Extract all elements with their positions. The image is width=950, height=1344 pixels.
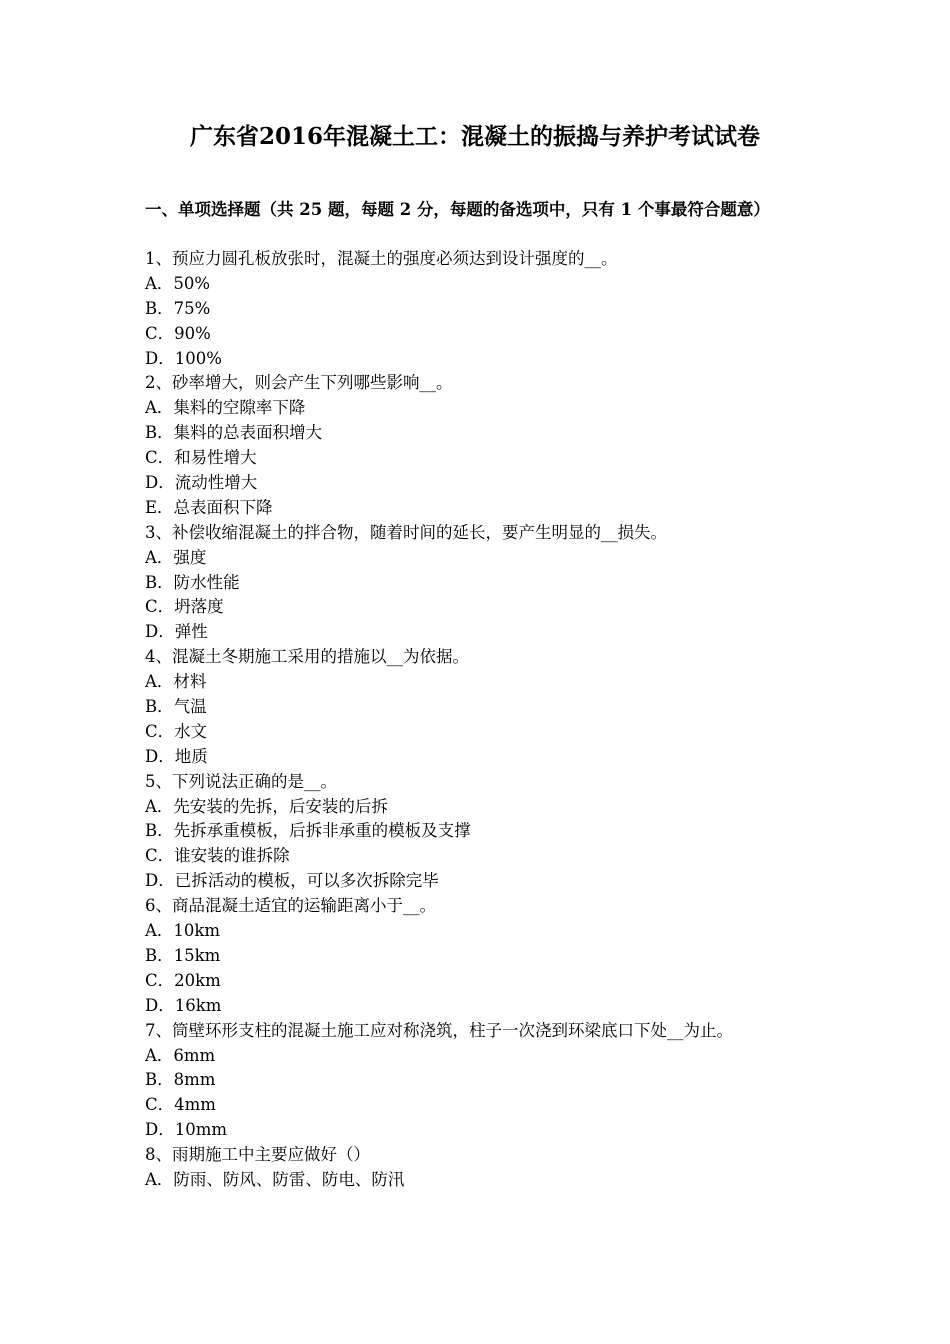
option: D．100% xyxy=(145,348,222,368)
option: C．和易性增大 xyxy=(145,448,257,468)
question-text: 6、商品混凝土适宜的运输距离小于__。 xyxy=(145,896,436,916)
question-list xyxy=(145,247,810,1193)
question-text: 3、补偿收缩混凝土的拌合物，随着时间的延长，要产生明显的__损失。 xyxy=(145,522,667,542)
option: D．已拆活动的模板，可以多次拆除完毕 xyxy=(145,871,439,891)
option: B．75% xyxy=(145,298,211,318)
question-text: 5、下列说法正确的是__。 xyxy=(145,771,337,791)
question-7 xyxy=(145,1019,810,1143)
option: A．50% xyxy=(145,273,211,293)
question-text: 7、筒壁环形支柱的混凝土施工应对称浇筑，柱子一次浇到环梁底口下处__为止。 xyxy=(145,1020,733,1040)
option: B．防水性能 xyxy=(145,572,240,592)
option: C．谁安装的谁拆除 xyxy=(145,846,290,866)
question-4 xyxy=(145,645,810,769)
question-6 xyxy=(145,894,810,1018)
option: C．水文 xyxy=(145,721,208,741)
option: B．气温 xyxy=(145,697,207,717)
option: C．4mm xyxy=(145,1095,216,1115)
option: D．10mm xyxy=(145,1120,228,1140)
option: D．地质 xyxy=(145,746,208,766)
question-3 xyxy=(145,521,810,645)
option: B．8mm xyxy=(145,1070,216,1090)
section-heading: 一、单项选择题（共 25 题，每题 2 分，每题的备选项中，只有 1 个事最符合题意） xyxy=(145,200,770,219)
option: C．20km xyxy=(145,970,221,990)
option: B．先拆承重模板，后拆非承重的模板及支撑 xyxy=(145,821,471,841)
option: D．弹性 xyxy=(145,622,208,642)
option: B．15km xyxy=(145,945,221,965)
option: C．90% xyxy=(145,323,211,343)
option: A．先安装的先拆，后安装的后拆 xyxy=(145,796,388,816)
option: A．10km xyxy=(145,921,221,941)
option: B．集料的总表面积增大 xyxy=(145,423,323,443)
question-5 xyxy=(145,770,810,894)
question-text: 2、砂率增大，则会产生下列哪些影响__。 xyxy=(145,373,453,393)
option: C．坍落度 xyxy=(145,597,224,617)
question-2 xyxy=(145,371,810,520)
option: A．集料的空隙率下降 xyxy=(145,398,306,418)
question-text: 4、混凝土冬期施工采用的措施以__为依据。 xyxy=(145,647,469,667)
option: D．流动性增大 xyxy=(145,473,258,493)
option: A．强度 xyxy=(145,547,207,567)
option: A．材料 xyxy=(145,672,207,692)
page-title: 广东省2016年混凝土工：混凝土的振捣与养护考试试卷 xyxy=(189,123,760,150)
question-text: 8、雨期施工中主要应做好（） xyxy=(145,1145,370,1165)
question-8 xyxy=(145,1143,810,1193)
option: E．总表面积下降 xyxy=(145,497,273,517)
option: D．16km xyxy=(145,995,222,1015)
option: A．防雨、防风、防雷、防电、防汛 xyxy=(145,1169,405,1189)
question-1 xyxy=(145,247,810,371)
option: A．6mm xyxy=(145,1045,216,1065)
question-text: 1、预应力圆孔板放张时，混凝土的强度必须达到设计强度的__。 xyxy=(145,249,618,268)
